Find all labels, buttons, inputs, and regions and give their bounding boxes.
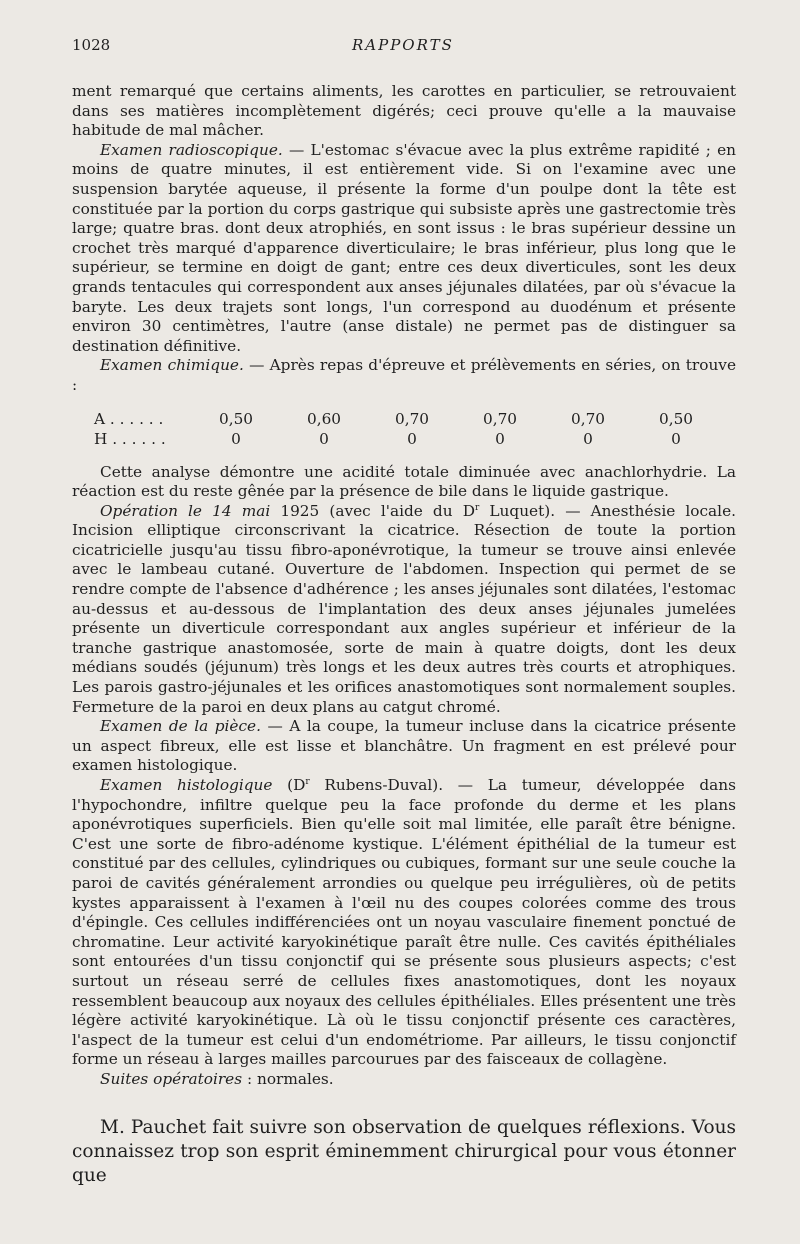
table-cell: 0,50 <box>658 409 694 428</box>
paragraph-closing: M. Pauchet fait suivre son observation de quelques réflexions. Vous connaissez trop son esprit éminemment chirurgical pour vous étonner que <box>72 1116 736 1186</box>
acidity-table <box>72 409 736 449</box>
paragraph-text: Luquet). — Anesthésie locale. Incision elliptique circonscrivant la cicatrice. Résection de toute la portion cicatricielle jusqu'au tissu fibro-aponévrotique, la tumeur se trouve ainsi enlevée avec le lambeau cutané. Ouverture de l'abdomen. Inspection qui permet de se rendre compte de l'absence d'adhérence ; les anses jéjunales sont dilatées, l'estomac au-dessus et au-dessous de l'implantation des deux anses jéjunales jumelées présente un diverticule correspondant aux angles supérieur et inférieur de la tranche gastrique anastomosée, sorte de main à quatre doigts, dont les deux médians soudés (jéjunum) très longs et les deux autres très courts et atrophiques. Les parois gastro-jéjunales et les orifices anastomotiques sont normalement souples. Fermeture de la paroi en deux plans au catgut chromé. <box>72 501 736 716</box>
paragraph-continuation: ment remarqué que certains aliments, les carottes en particulier, se retrouvaient dans ses matières incomplètement digérés; ceci prouve qu'elle a la mauvaise habitude de mal mâcher. <box>72 82 736 140</box>
table-cell: 0 <box>231 429 241 448</box>
section-lead-radioscopy: Examen radioscopique. <box>100 140 283 159</box>
section-lead-operation: Opération le 14 mai <box>100 501 271 520</box>
table-cell: 0 <box>495 429 505 448</box>
table-cell: 0,70 <box>482 409 518 428</box>
paragraph-histology <box>72 776 736 1070</box>
closing-section <box>72 1116 736 1188</box>
paragraph-radioscopy <box>72 141 736 357</box>
paragraph-specimen <box>72 717 736 776</box>
section-lead-postop: Suites opératoires <box>100 1069 243 1088</box>
table-cell: 0 <box>583 429 593 448</box>
body-text <box>72 82 736 1090</box>
paragraph-text: — Après repas d'épreuve et prélèvements en séries, on trouve : <box>72 356 736 394</box>
table-row <box>72 409 736 429</box>
page-header <box>72 36 736 62</box>
paragraph-operation <box>72 502 736 718</box>
table-cell: 0,50 <box>218 409 254 428</box>
page-number: 1028 <box>72 36 111 54</box>
table-cell: 0 <box>671 429 681 448</box>
row-label: A . . . . . . <box>94 409 164 428</box>
paragraph-text: — A la coupe, la tumeur incluse dans la cicatrice présente un aspect fibreux, elle est lisse et blanchâtre. Un fragment en est prélevé pour examen histologique. <box>72 717 736 775</box>
section-lead-specimen: Examen de la pièce. <box>100 717 261 736</box>
running-head: RAPPORTS <box>352 36 454 54</box>
paragraph-analysis: Cette analyse démontre une acidité totale diminuée avec anachlorhydrie. La réaction est du reste gênée par la présence de bile dans le liquide gastrique. <box>72 462 736 501</box>
paragraph-postop <box>72 1070 736 1090</box>
section-lead-histology: Examen histologique <box>100 776 273 794</box>
paragraph-text: 1925 (avec l'aide du D <box>270 501 475 520</box>
table-cell: 0,70 <box>570 409 606 428</box>
paragraph-text: — L'estomac s'évacue avec la plus extrême rapidité ; en moins de quatre minutes, il est entièrement vide. Si on l'examine avec une suspension barytée aqueuse, il présente la forme d'un poulpe dont la tête est constituée par la portion du corps gastrique qui subsiste après une gastrectomie très large; quatre bras. dont deux atrophiés, en sont issus : le bras supérieur dessine un crochet très marqué d'apparence diverticulaire; le bras inférieur, plus long que le supérieur, se termine en doigt de gant; entre ces deux diverticules, sont les deux grands tentacules qui correspondent aux anses jéjunales dilatées, par où s'évacue la baryte. Les deux trajets sont longs, l'un correspond au duodénum et présente environ 30 centimètres, l'autre (anse distale) ne permet pas de distinguer sa destination définitive. <box>72 140 736 355</box>
paragraph-chemistry <box>72 356 736 395</box>
table-cell: 0,70 <box>394 409 430 428</box>
paragraph-text: Rubens-Duval). — La tumeur, développée dans l'hypochondre, infiltre quelque peu la face profonde du derme et les plans aponévrotiques superficiels. Bien qu'elle soit mal limitée, elle paraît être bénigne. C'est une sorte de fibro-adénome kystique. L'élément épithélial de la tumeur est constitué par des cellules, cylindriques ou cubiques, formant sur une seule couche la paroi de cavités généralement arrondies ou quelque peu irrégulières, où de petits kystes apparaissent à l'examen à l'œil nu des coupes colorées comme des trous d'épingle. Ces cellules indifférenciées ont un noyau vasculaire finement ponctué de chromatine. Leur activité karyokinétique paraît être nulle. Ces cavités épithéliales sont entourées d'un tissu conjonctif qui se présente sous plusieurs aspects; c'est surtout un réseau serré de cellules fixes anastomotiques, dont les noyaux ressemblent beaucoup aux noyaux des cellules épithéliales. Elles présentent une très légère activité karyokinétique. Là où le tissu conjonctif présente ces caractères, l'aspect de la tumeur est celui d'un endométriome. Par ailleurs, le tissu conjonctif forme un réseau à larges mailles parcourues par des faisceaux de collagène. <box>72 776 736 1069</box>
superscript: r <box>474 502 480 513</box>
table-row <box>72 429 736 449</box>
paragraph-text: (D <box>272 776 306 794</box>
row-label: H . . . . . . <box>94 429 166 448</box>
table-cell: 0,60 <box>306 409 342 428</box>
superscript: r <box>305 776 310 787</box>
table-cell: 0 <box>319 429 329 448</box>
section-lead-chemistry: Examen chimique. <box>100 356 244 375</box>
table-cell: 0 <box>407 429 417 448</box>
paragraph-text: : normales. <box>242 1069 334 1088</box>
